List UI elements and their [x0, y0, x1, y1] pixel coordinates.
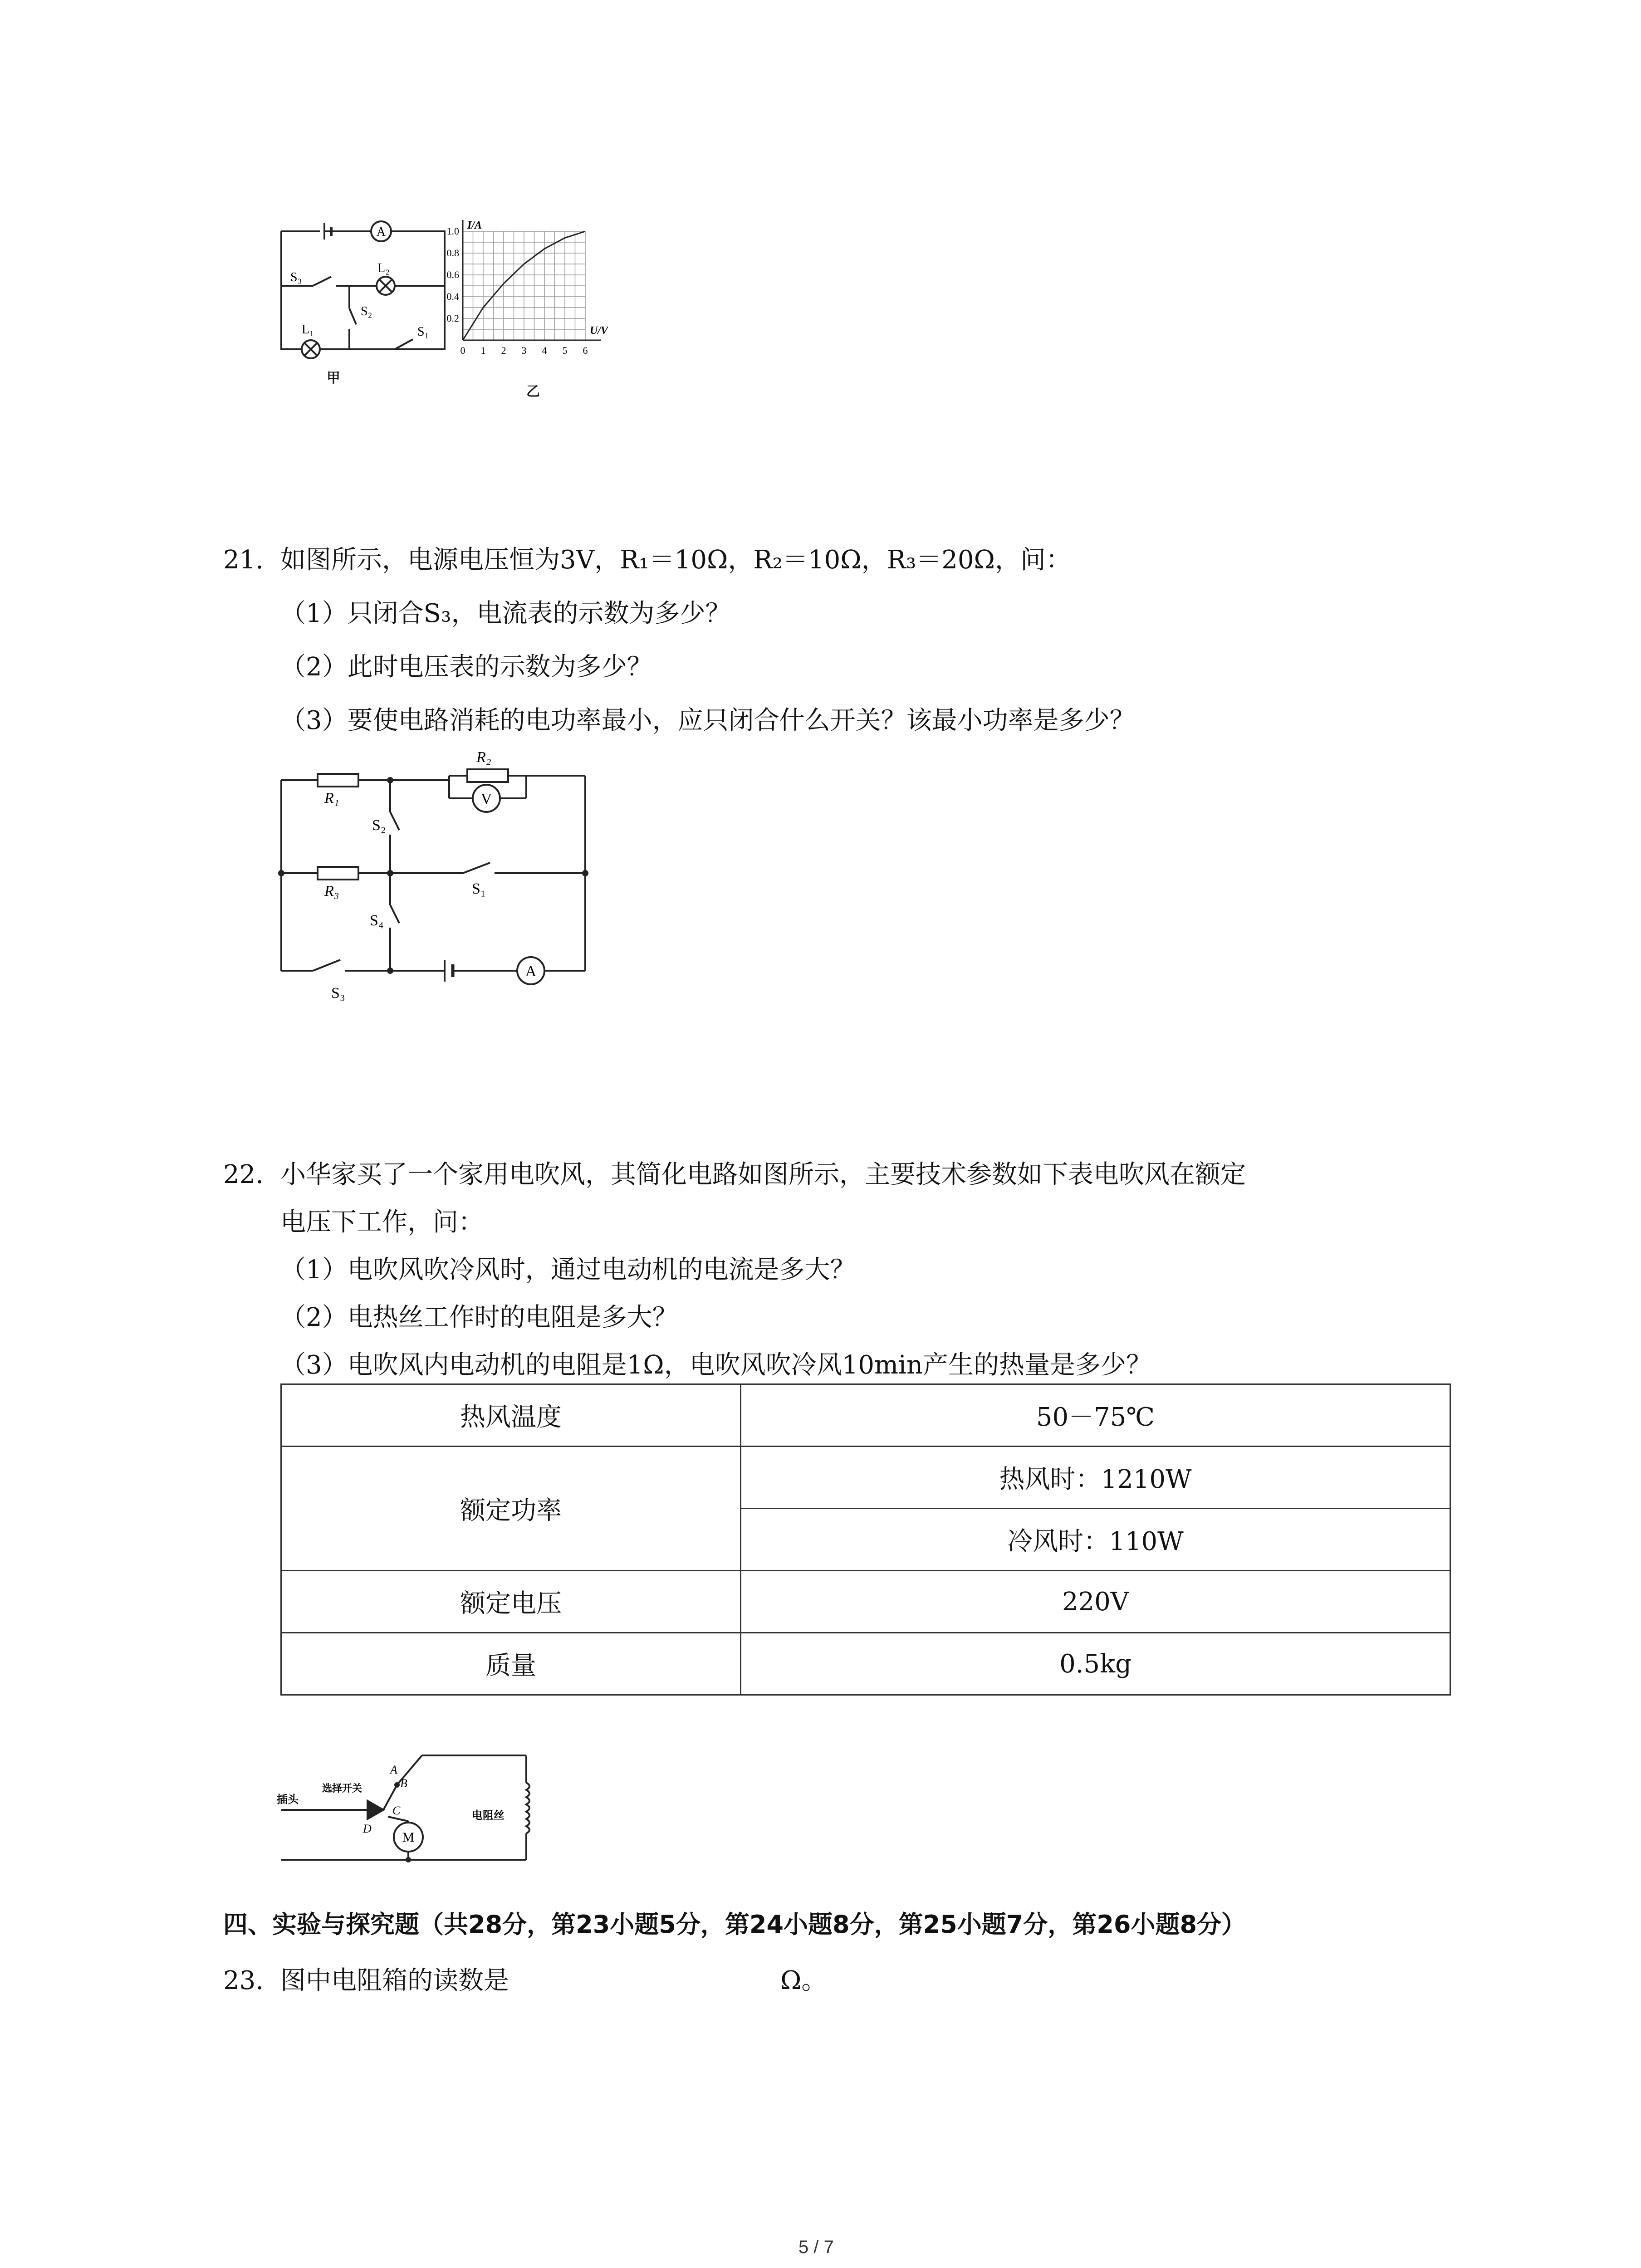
- q22-stem-line-2: 电压下工作，问：: [280, 1207, 484, 1237]
- spec-table: [280, 1383, 1451, 1696]
- point-b-label: B: [400, 1777, 407, 1790]
- heater-label: 电阻丝: [472, 1810, 505, 1822]
- x-tick-label: 5: [562, 345, 568, 356]
- x-tick-label: 6: [583, 345, 588, 356]
- figure-q21-circuit: [272, 744, 599, 1012]
- figure-caption-a: 甲: [327, 370, 340, 386]
- cell-power-cold: 冷风时：110W: [741, 1509, 1450, 1571]
- cell-mass-label: 质量: [281, 1633, 741, 1695]
- q23-text: 图中电阻箱的读数是: [280, 1966, 509, 1995]
- q23-number: 23.: [223, 1966, 264, 1995]
- l2-label: L₂: [377, 261, 390, 275]
- cell-hot-temp-label: 热风温度: [281, 1384, 741, 1447]
- page-number: 5 / 7: [798, 2237, 834, 2257]
- y-tick-label: 0.8: [446, 247, 459, 259]
- y-axis-label: I/A: [467, 220, 482, 231]
- q21-number: 21.: [223, 545, 264, 575]
- point-c-label: C: [392, 1804, 401, 1817]
- q22-number: 22.: [223, 1160, 264, 1189]
- q21-stem: 如图所示，电源电压恒为3V，R₁＝10Ω，R₂＝10Ω，R₃＝20Ω，问：: [280, 545, 1071, 575]
- q22-part-1: （1）电吹风吹冷风时，通过电动机的电流是多大？: [280, 1255, 856, 1285]
- y-tick-label: 1.0: [446, 225, 459, 237]
- q21-part-3: （3）要使电路消耗的电功率最小，应只闭合什么开关？该最小功率是多少？: [280, 706, 1135, 735]
- s3-label: S₃: [290, 270, 302, 284]
- cell-power-hot: 热风时：1210W: [741, 1447, 1450, 1509]
- figure-q20-graph: [436, 218, 608, 367]
- figure-q20-circuit: [272, 213, 454, 376]
- cell-power-label: 额定功率: [281, 1447, 741, 1571]
- figure-q22-hairdryer-circuit: [272, 1742, 554, 1887]
- y-tick-label: 0.6: [446, 269, 459, 280]
- r3-label: R₃: [324, 883, 339, 899]
- cell-mass-value: 0.5kg: [741, 1633, 1450, 1695]
- q22-stem-line-1: 小华家买了一个家用电吹风，其简化电路如图所示，主要技术参数如下表电吹风在额定: [280, 1160, 1246, 1189]
- cell-voltage-label: 额定电压: [281, 1571, 741, 1633]
- section-4-heading: 四、实验与探究题（共28分，第23小题5分，第24小题8分，第25小题7分，第26小题8分）: [223, 1910, 1246, 1939]
- x-tick-label: 4: [542, 345, 547, 356]
- x-tick-label: 0: [460, 345, 465, 356]
- q21-part-2: （2）此时电压表的示数为多少？: [280, 652, 652, 682]
- q21-part-1: （1）只闭合S₃，电流表的示数为多少？: [280, 599, 731, 628]
- q22-part-2: （2）电热丝工作时的电阻是多大？: [280, 1303, 678, 1332]
- cell-hot-temp-value: 50－75℃: [741, 1384, 1450, 1447]
- s2-label: S₂: [361, 304, 372, 318]
- y-tick-label: 0.4: [446, 291, 459, 302]
- q22-part-3: （3）电吹风内电动机的电阻是1Ω，电吹风吹冷风10min产生的热量是多少？: [280, 1350, 1152, 1380]
- y-tick-label: 0.2: [446, 313, 459, 324]
- voltmeter-label: V: [480, 791, 492, 807]
- x-tick-label: 1: [480, 345, 486, 356]
- motor-label: M: [402, 1830, 415, 1845]
- s2-label: S₂: [372, 817, 386, 834]
- x-tick-label: 2: [501, 345, 506, 356]
- q23-unit: Ω。: [780, 1966, 827, 1995]
- switch-label: 选择开关: [322, 1783, 362, 1794]
- x-axis-label: U/V: [590, 325, 608, 337]
- point-d-label: D: [363, 1822, 372, 1835]
- cell-voltage-value: 220V: [741, 1571, 1450, 1633]
- s3-label: S₃: [331, 985, 345, 1002]
- ammeter-label: A: [525, 963, 537, 980]
- x-tick-label: 3: [521, 345, 527, 356]
- l1-label: L₁: [302, 323, 314, 337]
- s4-label: S₄: [370, 912, 384, 929]
- r2-label: R₂: [476, 749, 491, 766]
- r1-label: R₁: [324, 790, 339, 807]
- s1-label: S₁: [472, 880, 486, 897]
- point-a-label: A: [390, 1763, 397, 1776]
- figure-caption-b: 乙: [526, 384, 540, 400]
- ammeter-label: A: [376, 225, 386, 239]
- plug-label: 插头: [277, 1794, 299, 1806]
- s1-label: S₁: [417, 325, 429, 339]
